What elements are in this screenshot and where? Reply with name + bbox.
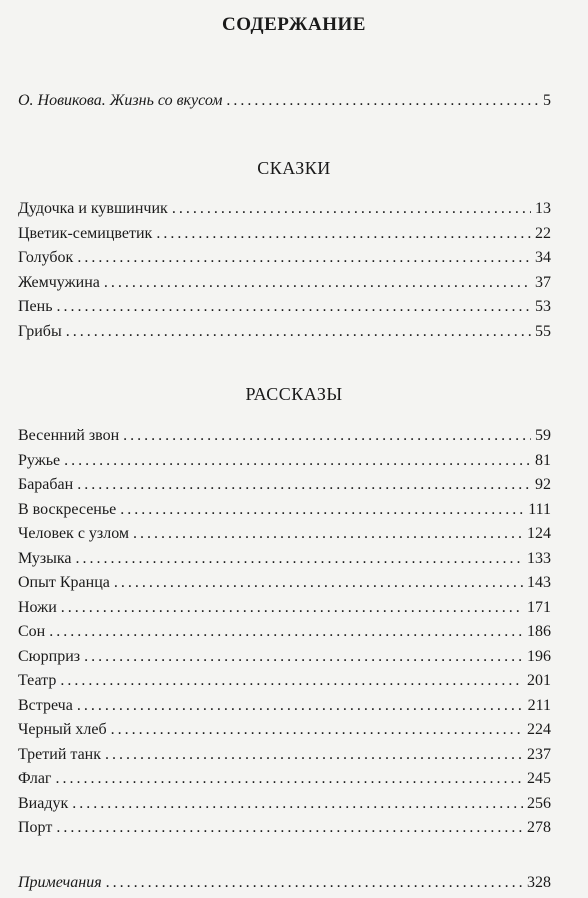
toc-entry-page: 278 bbox=[527, 819, 551, 836]
toc-entry-page: 37 bbox=[535, 273, 551, 291]
toc-entry-title: Сон bbox=[18, 623, 46, 640]
leader-dots bbox=[226, 92, 539, 110]
toc-row[interactable] bbox=[18, 746, 551, 770]
leader-dots bbox=[64, 452, 531, 470]
toc-row[interactable] bbox=[18, 574, 551, 598]
leader-dots bbox=[105, 746, 523, 764]
leader-dots bbox=[84, 648, 523, 666]
leader-dots bbox=[111, 721, 523, 739]
toc-entry-page: 256 bbox=[527, 794, 551, 812]
toc-row[interactable] bbox=[18, 249, 551, 273]
leader-dots bbox=[106, 874, 523, 892]
toc-row[interactable] bbox=[18, 697, 551, 721]
toc-entry-title: Барабан bbox=[18, 476, 74, 493]
leader-dots bbox=[49, 623, 523, 641]
toc-entry-page: 133 bbox=[527, 549, 551, 567]
toc-entry-page: 186 bbox=[527, 623, 551, 640]
toc-entry-title: Театр bbox=[18, 672, 57, 689]
toc-entry-page: 143 bbox=[527, 574, 551, 591]
notes-page: 328 bbox=[527, 874, 551, 891]
toc-entry-page: 201 bbox=[527, 672, 551, 689]
toc-entry-title: Ножи bbox=[18, 598, 57, 616]
toc-entry-title: Человек с узлом bbox=[18, 525, 130, 542]
leader-dots bbox=[72, 795, 523, 813]
toc-entry-page: 22 bbox=[535, 224, 551, 242]
leader-dots bbox=[66, 323, 531, 341]
toc-row[interactable] bbox=[18, 770, 551, 794]
toc-entry-title: В воскресенье bbox=[18, 500, 117, 518]
toc-entry-page: 13 bbox=[535, 200, 551, 217]
toc-entry-page: 196 bbox=[527, 647, 551, 665]
toc-entry-page: 224 bbox=[527, 721, 551, 738]
toc-row[interactable] bbox=[18, 648, 551, 672]
leader-dots bbox=[76, 550, 523, 568]
toc-entry-page: 111 bbox=[528, 500, 551, 518]
toc-entry-page: 55 bbox=[535, 323, 551, 340]
toc-row[interactable] bbox=[18, 550, 551, 574]
toc-row[interactable] bbox=[18, 795, 551, 819]
toc-entry-page: 92 bbox=[535, 476, 551, 493]
leader-dots bbox=[60, 672, 523, 690]
leader-dots bbox=[172, 200, 531, 218]
section-title-tales: СКАЗКИ bbox=[257, 158, 331, 178]
toc-entry-title: Флаг bbox=[18, 770, 52, 787]
toc-row[interactable] bbox=[18, 672, 551, 696]
toc-entry-title: Опыт Кранца bbox=[18, 574, 110, 591]
intro-page: 5 bbox=[543, 92, 551, 109]
toc-entry-page: 34 bbox=[535, 249, 551, 267]
toc-entry-page: 81 bbox=[535, 451, 551, 469]
toc-row[interactable] bbox=[18, 452, 551, 476]
toc-entry-title: Порт bbox=[18, 819, 53, 836]
toc-entry-title: Ружье bbox=[18, 451, 61, 469]
toc-entry-title: Музыка bbox=[18, 549, 72, 567]
leader-dots bbox=[114, 574, 523, 592]
toc-entry-page: 171 bbox=[527, 598, 551, 616]
leader-dots bbox=[123, 427, 531, 445]
toc-entry-page: 124 bbox=[527, 525, 551, 542]
toc-row-intro[interactable] bbox=[18, 92, 551, 116]
page-title: СОДЕРЖАНИЕ bbox=[222, 14, 366, 35]
leader-dots bbox=[61, 599, 523, 617]
leader-dots bbox=[56, 770, 524, 788]
toc-entry-title: Виадук bbox=[18, 794, 69, 812]
toc-entry-title: Встреча bbox=[18, 696, 73, 714]
toc-entry-page: 211 bbox=[527, 696, 551, 714]
toc-entry-title: Пень bbox=[18, 298, 53, 316]
toc-entry-page: 245 bbox=[527, 770, 551, 787]
leader-dots bbox=[120, 501, 524, 519]
toc-entry-title: Цветик-семицветик bbox=[18, 224, 153, 242]
toc-row[interactable] bbox=[18, 525, 551, 549]
toc-row[interactable] bbox=[18, 298, 551, 322]
toc-entry-page: 59 bbox=[535, 427, 551, 444]
toc-row[interactable] bbox=[18, 476, 551, 500]
toc-row[interactable] bbox=[18, 427, 551, 451]
toc-entry-page: 237 bbox=[527, 745, 551, 763]
toc-entry-title: Голубок bbox=[18, 249, 74, 267]
toc-row[interactable] bbox=[18, 225, 551, 249]
leader-dots bbox=[77, 476, 531, 494]
leader-dots bbox=[77, 249, 531, 267]
leader-dots bbox=[57, 298, 531, 316]
toc-row[interactable] bbox=[18, 819, 551, 843]
toc-entry-title: Третий танк bbox=[18, 745, 102, 763]
toc-entry-title: Жемчужина bbox=[18, 273, 100, 291]
leader-dots bbox=[56, 819, 523, 837]
leader-dots bbox=[133, 525, 523, 543]
toc-row[interactable] bbox=[18, 623, 551, 647]
toc-entry-title: Сюрприз bbox=[18, 647, 81, 665]
intro-author: О. Новикова. bbox=[18, 92, 106, 109]
toc-row[interactable] bbox=[18, 599, 551, 623]
toc-row[interactable] bbox=[18, 721, 551, 745]
leader-dots bbox=[104, 274, 531, 292]
toc-entry-title: Дудочка и кувшинчик bbox=[18, 200, 168, 217]
toc-entry-page: 53 bbox=[535, 298, 551, 316]
toc-entry-title: Грибы bbox=[18, 323, 62, 340]
toc-row[interactable] bbox=[18, 200, 551, 224]
toc-entry-title: Весенний звон bbox=[18, 427, 120, 444]
toc-row-notes[interactable] bbox=[18, 874, 551, 898]
leader-dots bbox=[77, 697, 524, 715]
toc-row[interactable] bbox=[18, 274, 551, 298]
toc-row[interactable] bbox=[18, 323, 551, 347]
intro-title: Жизнь со вкусом bbox=[109, 92, 223, 109]
toc-entry-title: Черный хлеб bbox=[18, 721, 107, 738]
leader-dots bbox=[156, 225, 531, 243]
toc-row[interactable] bbox=[18, 501, 551, 525]
notes-title: Примечания bbox=[18, 874, 102, 891]
section-title-stories: РАССКАЗЫ bbox=[245, 384, 343, 404]
